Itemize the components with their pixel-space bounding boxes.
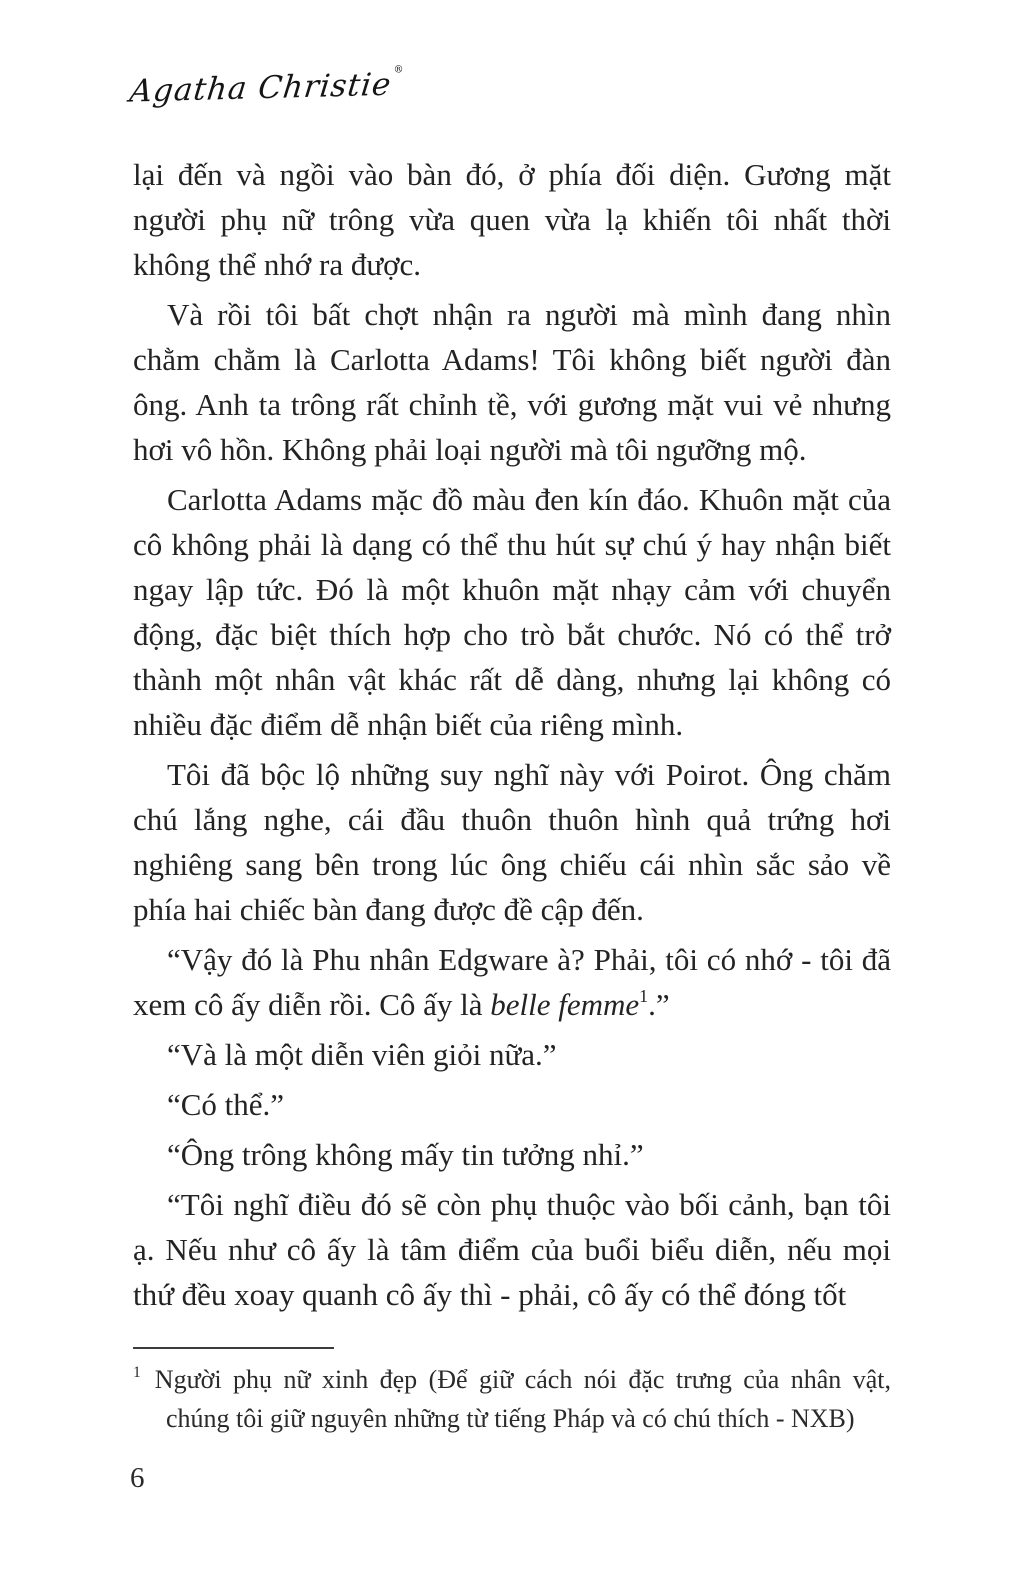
paragraph-quote-depends-context: “Tôi nghĩ điều đó sẽ còn phụ thuộc vào bối cảnh, bạn tôi ạ. Nếu như cô ấy là tâm điểm của buổi biểu diễn, nếu mọi thứ đều xoay quanh cô ấy thì - phải, cô ấy có thể đóng tốt — [133, 1187, 891, 1312]
logo-signature-text: Agatha Christie — [127, 66, 394, 110]
quote-text-before: “Vậy đó là Phu nhân Edgware à? Phải, tôi có nhớ - tôi đã xem cô ấy diễn rồi. Cô ấy là — [133, 942, 891, 1022]
paragraph-poirot-listening: Tôi đã bộc lộ những suy nghĩ này với Poirot. Ông chăm chú lắng nghe, cái đầu thuôn thuôn hình quả trứng hơi nghiêng sang bên trong lúc ông chiếu cái nhìn sắc sảo về phía hai chiếc bàn đang được đề cập đến. — [133, 757, 891, 927]
paragraph-quote-maybe: “Có thể.” — [167, 1087, 285, 1122]
french-phrase-italic: belle femme — [490, 987, 640, 1022]
footnote-reference-1: 1 — [639, 986, 649, 1006]
footnote-separator — [133, 1347, 334, 1349]
footnote — [133, 1360, 891, 1438]
paragraph-recognition: Và rồi tôi bất chợt nhận ra người mà mình đang nhìn chằm chằm là Carlotta Adams! Tôi không biết người đàn ông. Anh ta trông rất chỉnh tề, với gương mặt vui vẻ nhưng hơi vô hồn. Không phải loại người mà tôi ngưỡng mộ. — [133, 297, 891, 467]
paragraph-quote-doubtful: “Ông trông không mấy tin tưởng nhỉ.” — [167, 1137, 644, 1172]
paragraph-quote-good-actress: “Và là một diễn viên giỏi nữa.” — [167, 1037, 557, 1072]
paragraph-carlotta-description: Carlotta Adams mặc đồ màu đen kín đáo. Khuôn mặt của cô không phải là dạng có thể thu hút sự chú ý hay nhận biết ngay lập tức. Đó là một khuôn mặt nhạy cảm với chuyển động, đặc biệt thích hợp cho trò bắt chước. Nó có thể trở thành một nhân vật khác rất dễ dàng, nhưng lại không có nhiều đặc điểm dễ nhận biết của riêng mình. — [133, 482, 891, 742]
footnote-text: Người phụ nữ xinh đẹp (Để giữ cách nói đặc trưng của nhân vật, chúng tôi giữ nguyên những từ tiếng Pháp và có chú thích - NXB) — [154, 1365, 891, 1433]
page-body — [133, 152, 891, 1322]
quote-text-after: .” — [648, 987, 670, 1022]
page-number: 6 — [130, 1462, 145, 1494]
paragraph-quote-edgware — [133, 937, 891, 1027]
paragraph-continuation: lại đến và ngồi vào bàn đó, ở phía đối diện. Gương mặt người phụ nữ trông vừa quen vừa lạ khiến tôi nhất thời không thể nhớ ra được. — [133, 157, 891, 282]
footnote-marker: 1 — [133, 1364, 141, 1381]
registered-trademark-icon: ® — [392, 64, 404, 76]
agatha-christie-logo — [128, 64, 404, 109]
